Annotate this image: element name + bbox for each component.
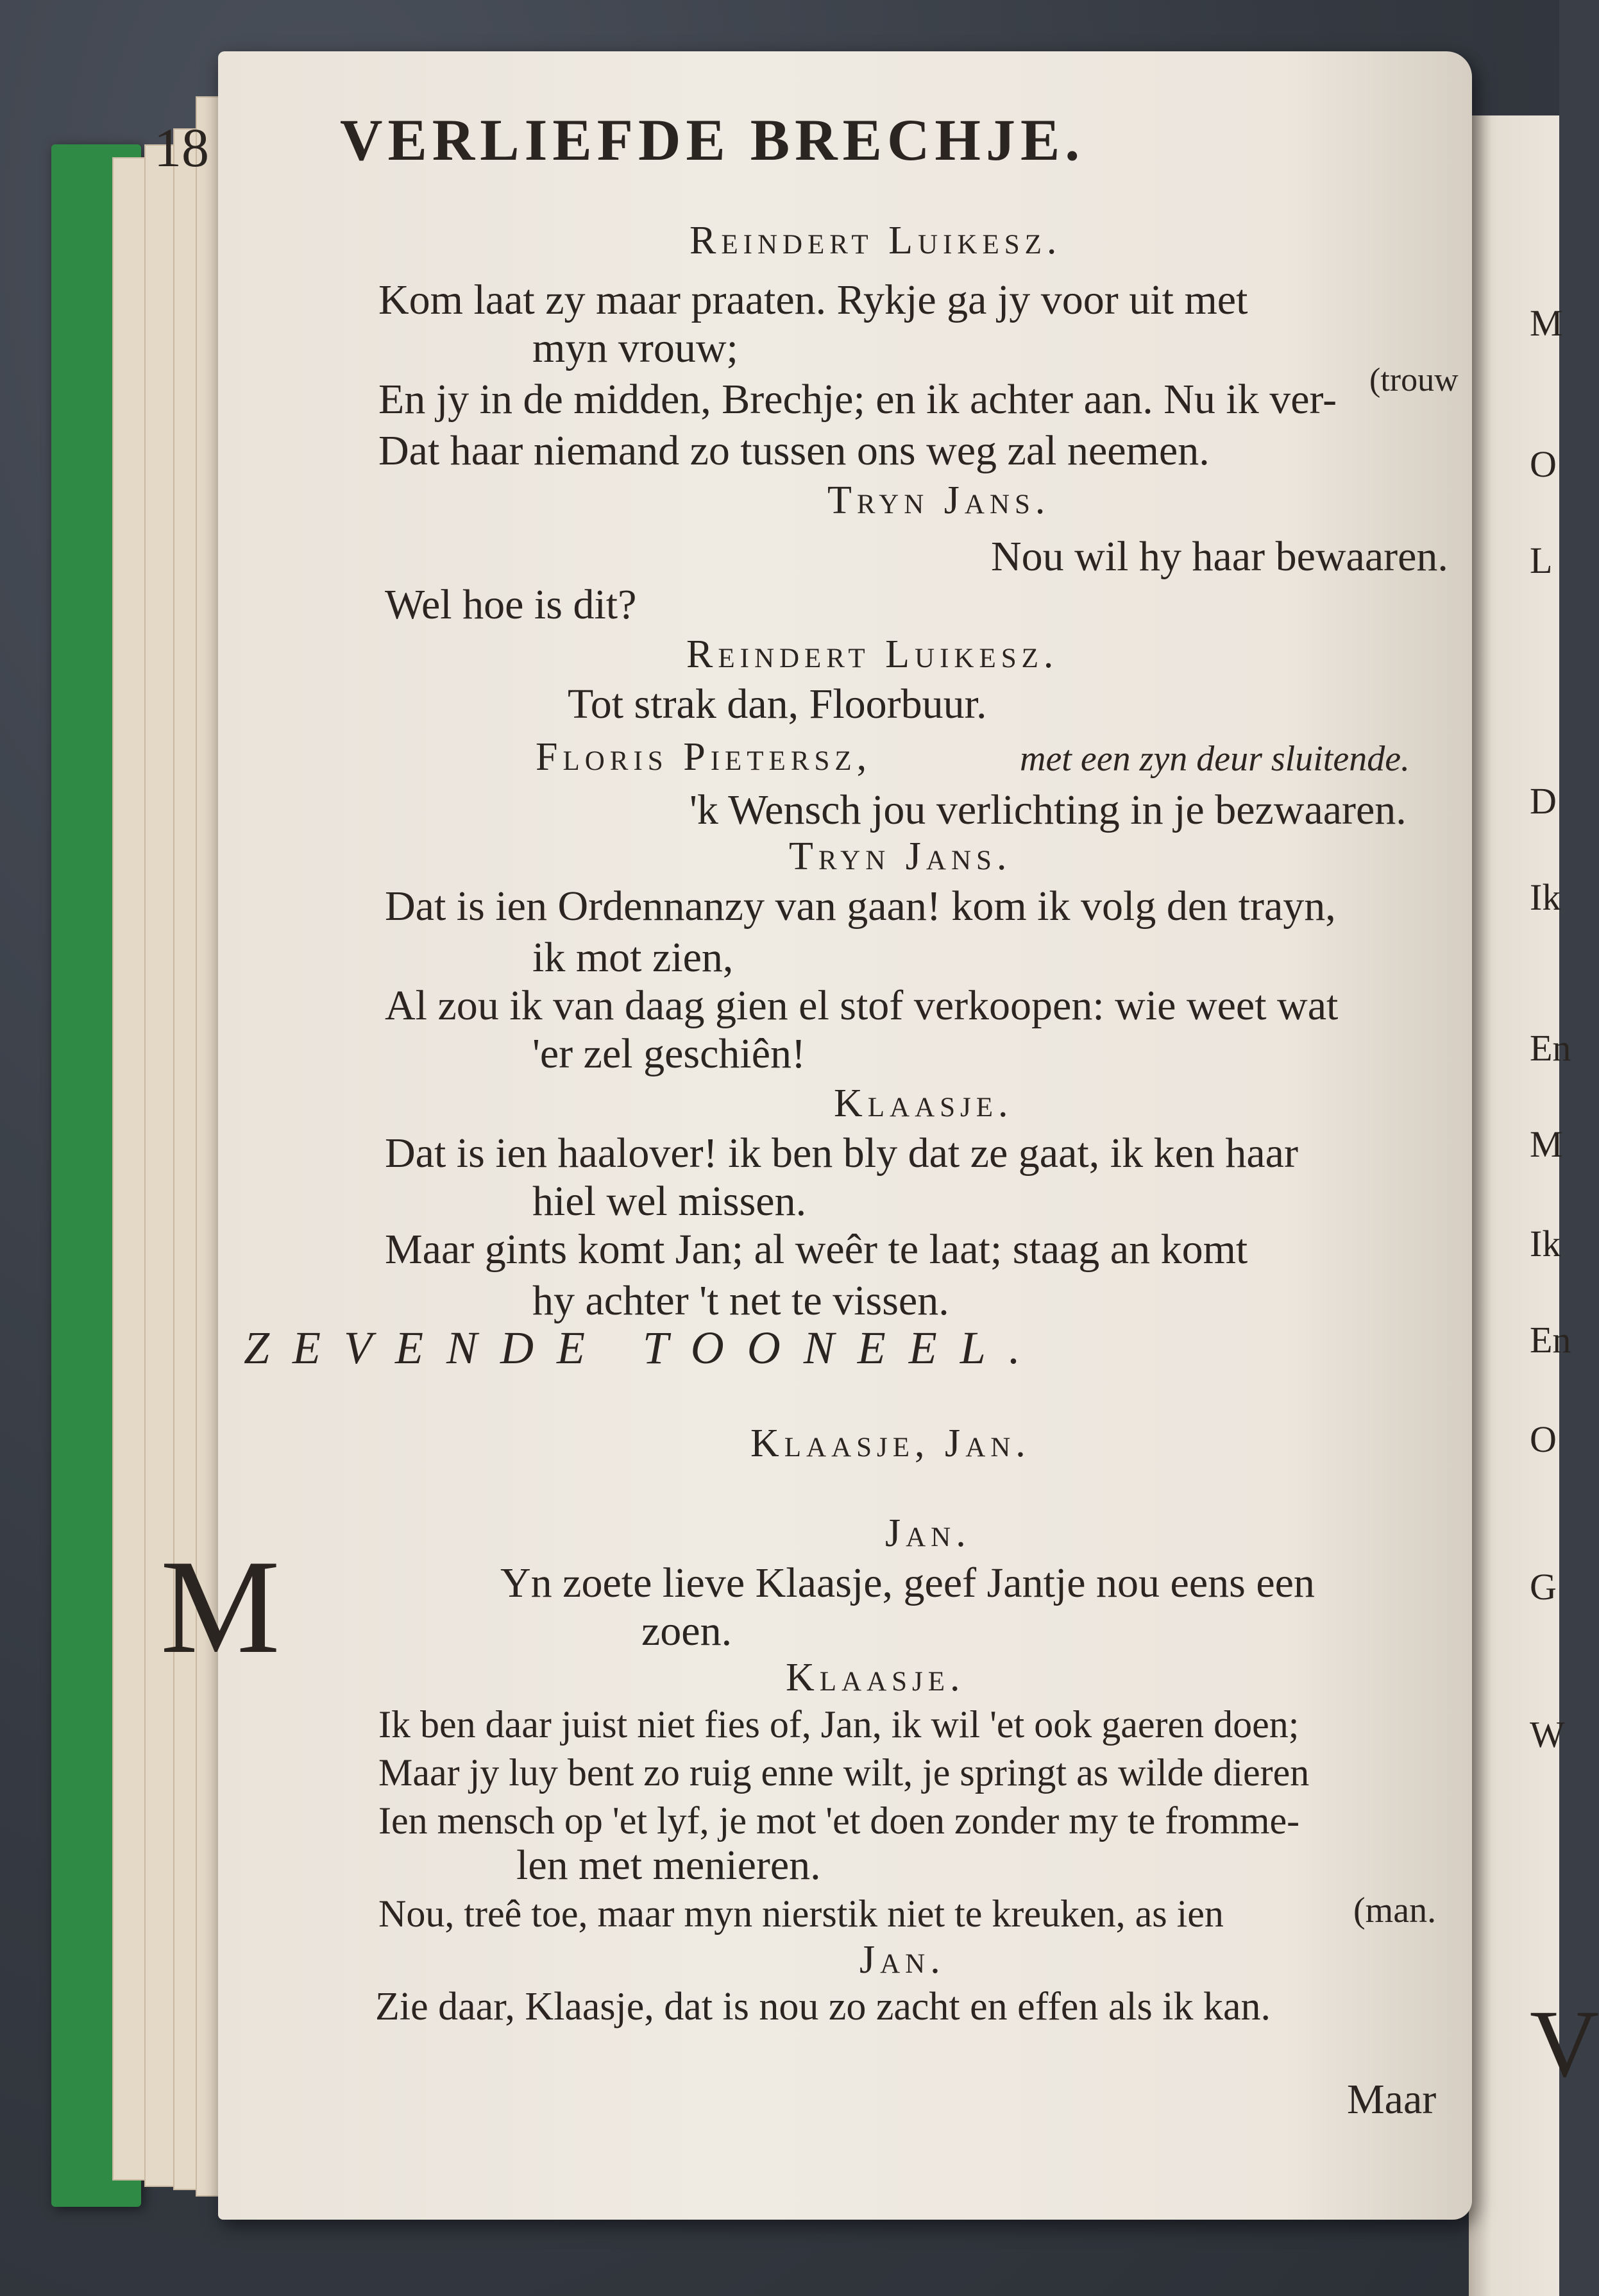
verse-line: ik mot zien, bbox=[532, 934, 734, 981]
verse-line: Nou, treê toe, maar myn nierstik niet te kreuken, as ien bbox=[378, 1892, 1224, 1935]
verse-line: Maar gints komt Jan; al weêr te laat; staag an komt bbox=[385, 1226, 1248, 1273]
facing-letter: W bbox=[1530, 1713, 1565, 1755]
verse-line: Wel hoe is dit? bbox=[385, 581, 637, 628]
facing-letter: V bbox=[1530, 1991, 1599, 2097]
facing-letter: D bbox=[1530, 780, 1557, 822]
scene-persons: Klaasje, Jan. bbox=[750, 1422, 1031, 1465]
speaker-name: Klaasje. bbox=[834, 1082, 1013, 1125]
verse-line: hiel wel missen. bbox=[532, 1178, 807, 1225]
verse-line: hy achter 't net te vissen. bbox=[532, 1277, 949, 1324]
speaker-name: Floris Pietersz, bbox=[536, 735, 872, 779]
speaker-name: Klaasje. bbox=[786, 1656, 965, 1699]
facing-letter: En bbox=[1530, 1027, 1571, 1069]
verse-line: len met menieren. bbox=[516, 1842, 821, 1889]
facing-letter: M bbox=[1530, 1123, 1563, 1165]
verse-line: Yn zoete lieve Klaasje, geef Jantje nou eens een bbox=[500, 1560, 1315, 1606]
facing-letter: Ik bbox=[1530, 1223, 1561, 1264]
speaker-name: Tryn Jans. bbox=[789, 835, 1012, 878]
verse-line: Ien mensch op 'et lyf, je mot 'et doen zonder my te fromme- bbox=[378, 1799, 1300, 1842]
facing-letter: En bbox=[1530, 1319, 1571, 1361]
facing-letter: L bbox=[1530, 540, 1553, 581]
scene-heading: ZEVENDE TOONEEL. bbox=[244, 1322, 1044, 1373]
verse-line: Maar jy luy bent zo ruig enne wilt, je springt as wilde dieren bbox=[378, 1751, 1310, 1794]
verse-line: Tot strak dan, Floorbuur. bbox=[568, 681, 987, 727]
speaker-name: Jan. bbox=[885, 1511, 971, 1555]
verse-line: Zie daar, Klaasje, dat is nou zo zacht en effen als ik kan. bbox=[375, 1985, 1271, 2028]
verse-line: 'er zel geschiên! bbox=[532, 1030, 806, 1077]
verse-line: Dat is ien haalover! ik ben bly dat ze gaat, ik ken haar bbox=[385, 1130, 1298, 1177]
facing-letter: O bbox=[1530, 1418, 1557, 1460]
verse-line: Dat haar niemand zo tussen ons weg zal neemen. bbox=[378, 427, 1210, 474]
page-number: 18 bbox=[154, 117, 209, 178]
speaker-name: Reindert Luikesz. bbox=[686, 633, 1059, 676]
verse-line: Kom laat zy maar praaten. Rykje ga jy voor uit met bbox=[378, 276, 1248, 323]
facing-letter: O bbox=[1530, 443, 1557, 485]
facing-page-text bbox=[1530, 0, 1599, 2296]
speaker-name: Tryn Jans. bbox=[827, 479, 1051, 522]
verse-line: Al zou ik van daag gien el stof verkoopen: wie weet wat bbox=[385, 982, 1339, 1029]
verse-line: myn vrouw; bbox=[532, 325, 738, 371]
facing-letter: G bbox=[1530, 1566, 1557, 1608]
verse-line: zoen. bbox=[641, 1608, 732, 1654]
verse-line: Dat is ien Ordennanzy van gaan! kom ik volg den trayn, bbox=[385, 883, 1336, 930]
verse-line: En jy in de midden, Brechje; en ik achter aan. Nu ik ver- bbox=[378, 376, 1337, 423]
facing-letter: M bbox=[1530, 302, 1563, 344]
running-head: VERLIEFDE BRECHJE. bbox=[340, 107, 1085, 173]
catchword: Maar bbox=[1347, 2076, 1437, 2123]
verse-line: Nou wil hy haar bewaaren. bbox=[991, 533, 1448, 580]
speaker-name: Reindert Luikesz. bbox=[690, 219, 1062, 262]
verse-line: Ik ben daar juist niet fies of, Jan, ik wil 'et ook gaeren doen; bbox=[378, 1703, 1299, 1746]
verse-line: (man. bbox=[1353, 1891, 1437, 1930]
verse-line: 'k Wensch jou verlichting in je bezwaaren. bbox=[690, 787, 1407, 833]
facing-letter: Ik bbox=[1530, 876, 1561, 918]
speaker-name: Jan. bbox=[859, 1938, 945, 1982]
drop-cap: M bbox=[160, 1533, 280, 1681]
stage-direction: met een zyn deur sluitende. bbox=[1020, 739, 1410, 779]
verse-line: (trouw bbox=[1369, 362, 1459, 398]
